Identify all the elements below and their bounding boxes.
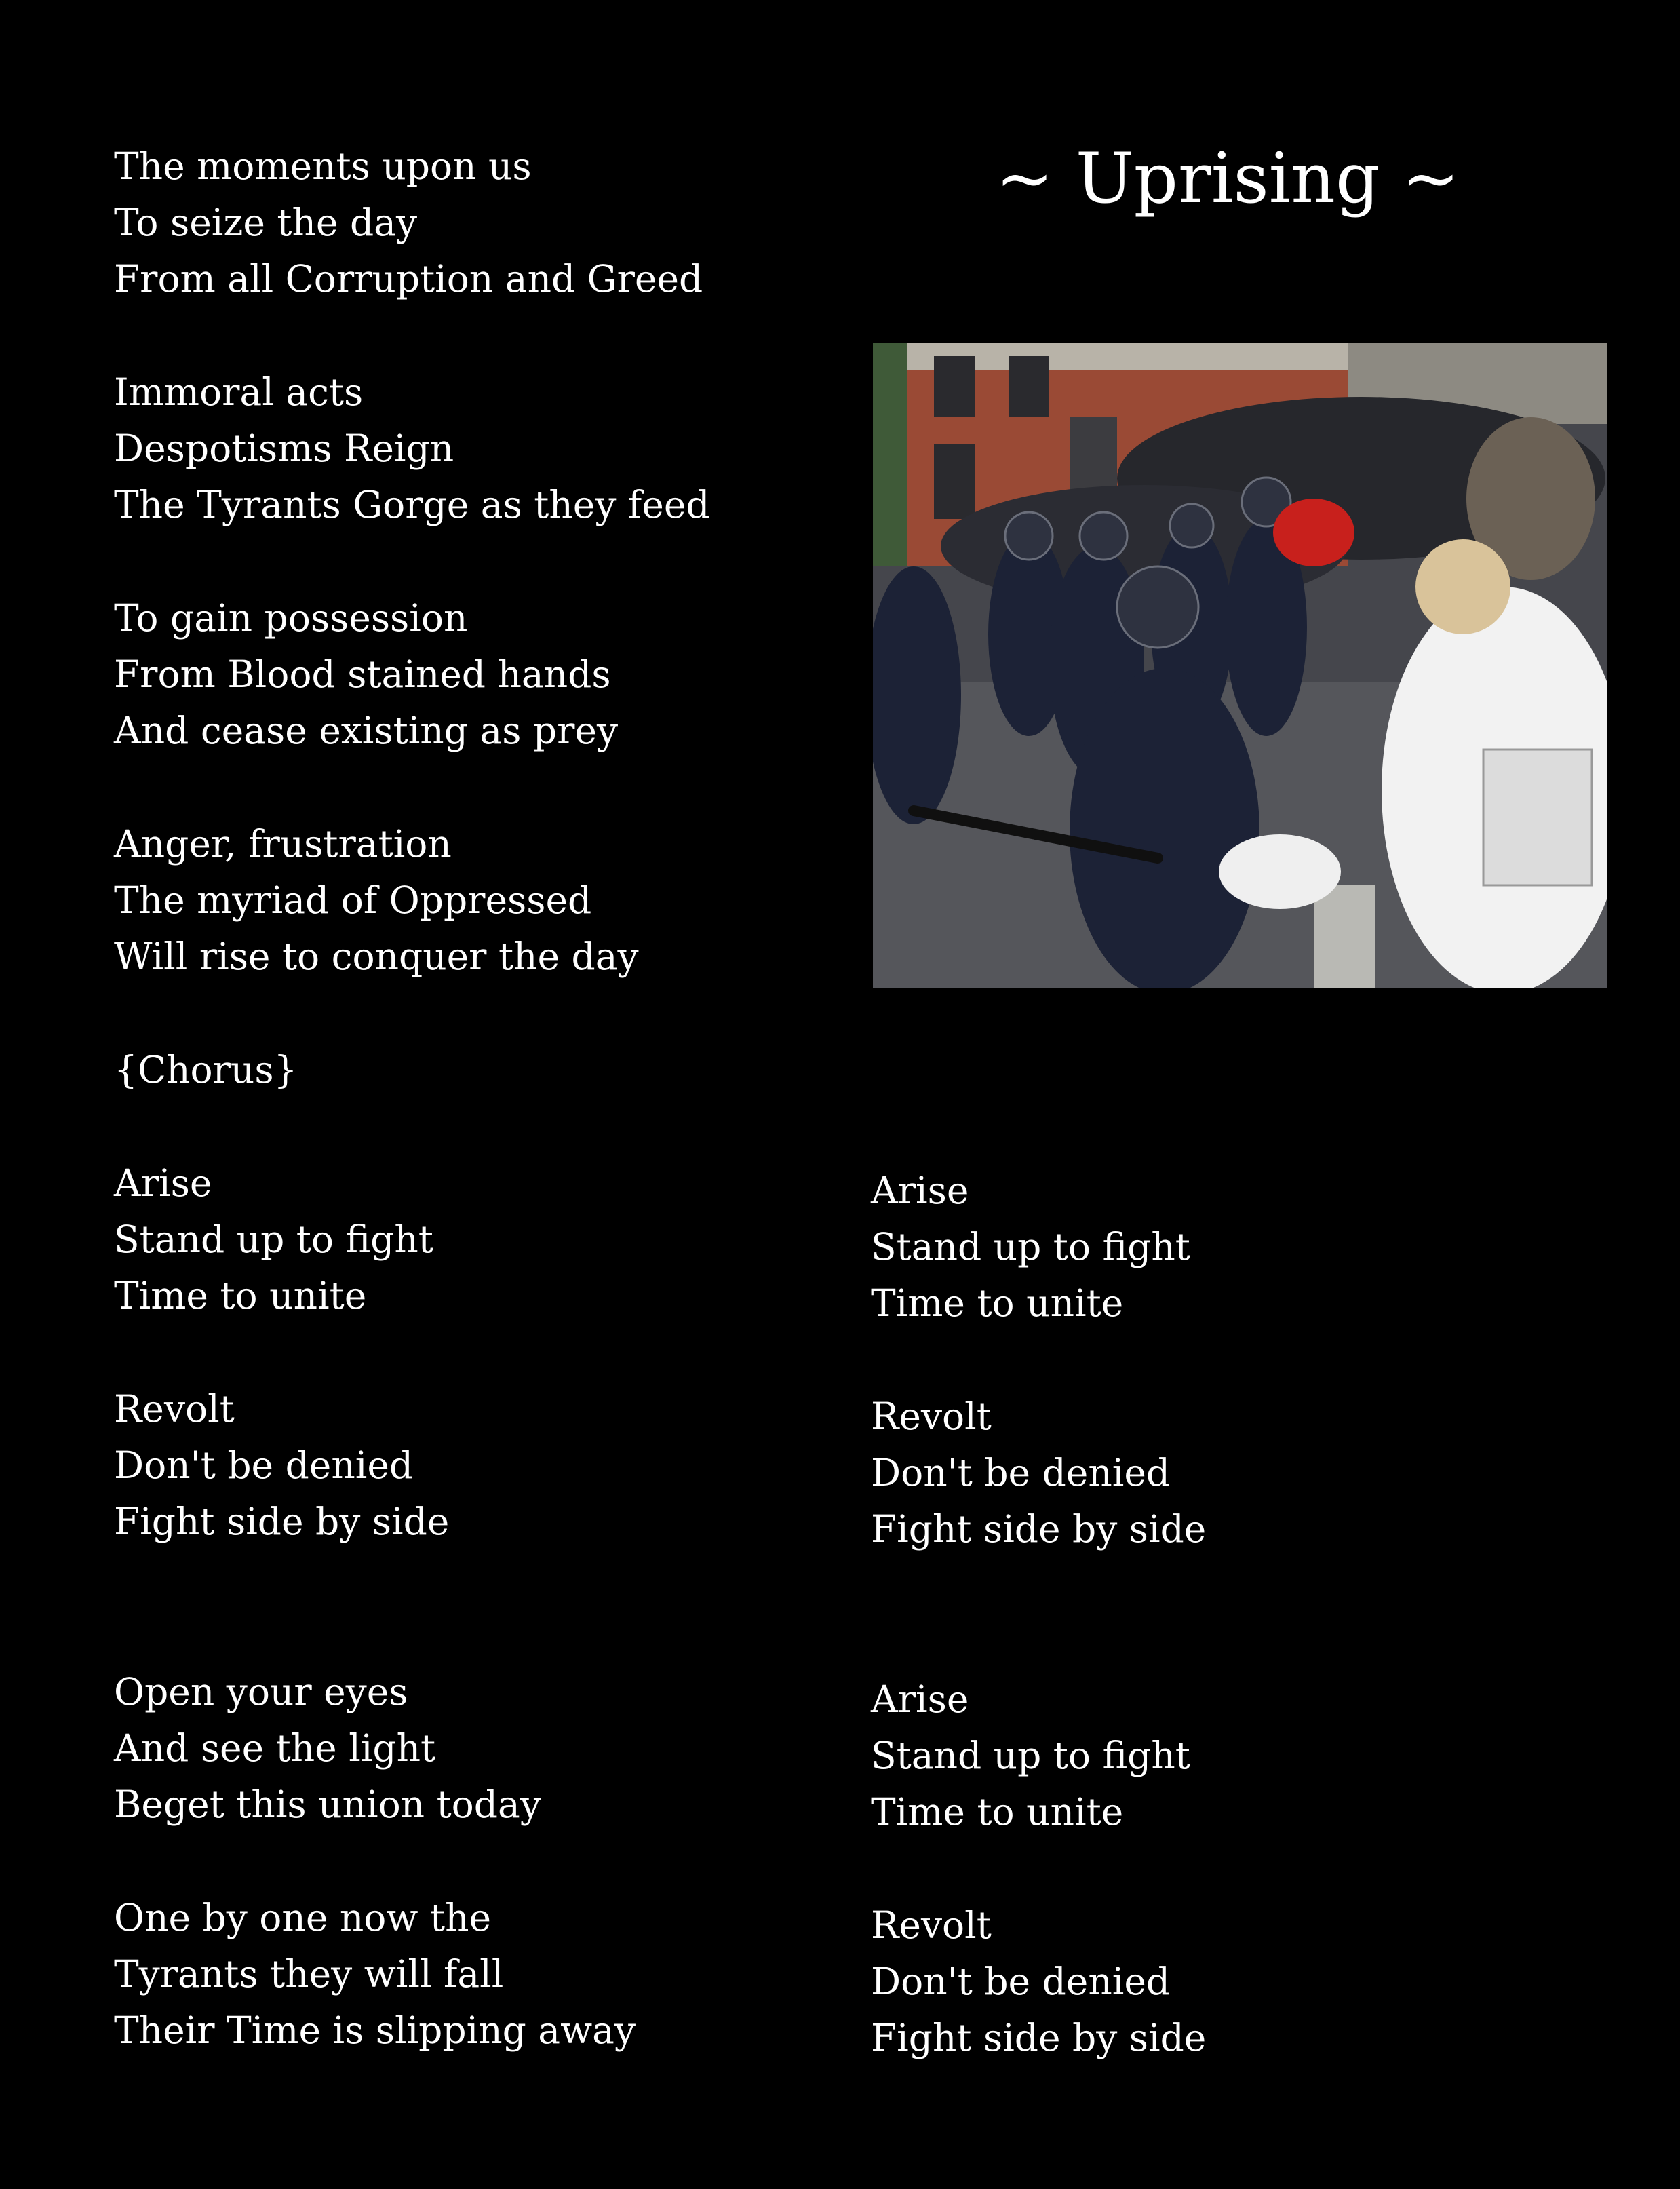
left-stanza-2 (114, 364, 710, 533)
left-stanza-3 (114, 590, 618, 759)
left-stanza-7 (114, 1381, 449, 1550)
poem-line: Revolt (871, 1903, 992, 1947)
poem-line: And cease existing as prey (114, 709, 619, 752)
poem-line: Open your eyes (114, 1670, 408, 1713)
poem-line: Despotisms Reign (114, 427, 454, 470)
poem-line: Anger, frustration (114, 822, 452, 866)
poem-line: To seize the day (114, 201, 418, 244)
poem-line: Arise (114, 1161, 212, 1205)
poem-line: One by one now the (114, 1896, 492, 1939)
poem-line: Stand up to fight (871, 1734, 1190, 1777)
poem-line: From Blood stained hands (114, 653, 611, 696)
poem-line: Revolt (114, 1387, 235, 1431)
riot-photo-illustration (873, 343, 1607, 988)
poem-line: Tyrants they will fall (114, 1952, 504, 1996)
chorus-heading (114, 1042, 298, 1098)
poem-line: Don't be denied (114, 1444, 414, 1487)
poem-line: Fight side by side (871, 2016, 1207, 2059)
poem-line: Stand up to fight (114, 1218, 433, 1261)
page-title: ~ Uprising ~ (995, 138, 1460, 219)
poem-line: From all Corruption and Greed (114, 257, 703, 301)
poem-line: The myriad of Oppressed (114, 878, 592, 922)
poem-line: Fight side by side (114, 1500, 450, 1543)
poem-line: Don't be denied (871, 1451, 1171, 1494)
poem-line: And see the light (114, 1726, 436, 1770)
right-stanza-3 (871, 1671, 1190, 1840)
poem-line: The moments upon us (114, 144, 532, 188)
right-stanza-4 (871, 1897, 1206, 2066)
poem-line: Fight side by side (871, 1507, 1207, 1551)
left-stanza-4 (114, 816, 639, 985)
poem-line: Don't be denied (871, 1960, 1171, 2003)
poem-line: Arise (871, 1678, 969, 1721)
poem-line: Revolt (871, 1395, 992, 1438)
right-stanza-2 (871, 1389, 1206, 1557)
left-stanza-6 (114, 1155, 433, 1324)
poem-line: Time to unite (114, 1274, 367, 1317)
poem-line: Immoral acts (114, 370, 364, 414)
poem-line: Will rise to conquer the day (114, 935, 639, 978)
poem-line: Their Time is slipping away (114, 2009, 636, 2052)
poem-line: Time to unite (871, 1790, 1124, 1834)
left-stanza-9 (114, 1890, 636, 2059)
right-stanza-1 (871, 1163, 1190, 1332)
poem-line: Stand up to fight (871, 1225, 1190, 1268)
poem-line: Arise (871, 1169, 969, 1212)
poem-line: {Chorus} (114, 1048, 298, 1091)
poem-line: The Tyrants Gorge as they feed (114, 483, 710, 526)
poem-line: Beget this union today (114, 1783, 541, 1826)
riot-photo (873, 343, 1607, 988)
poem-line: Time to unite (871, 1281, 1124, 1325)
left-stanza-8 (114, 1664, 541, 1833)
poem-line: To gain possession (114, 596, 468, 640)
left-stanza-1 (114, 138, 703, 307)
